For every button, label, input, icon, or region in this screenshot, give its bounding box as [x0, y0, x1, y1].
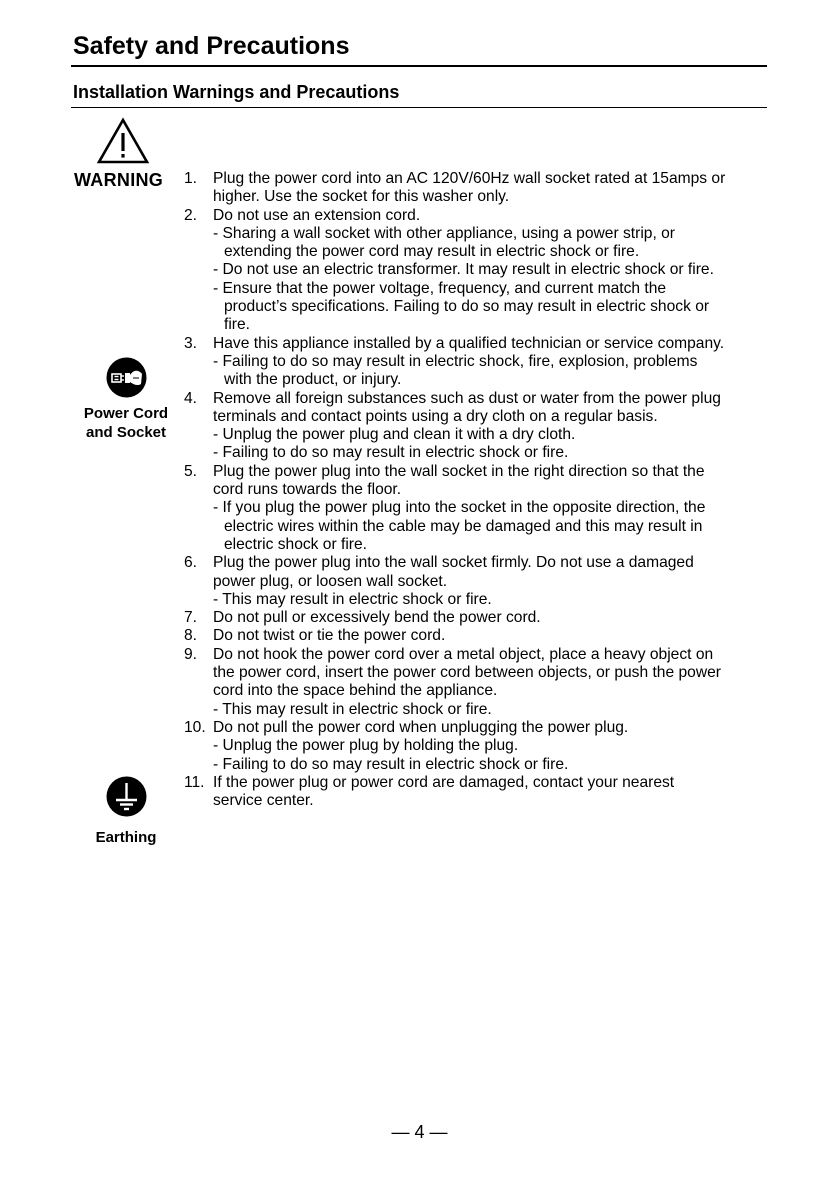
page-number: — 4 —	[391, 1122, 448, 1142]
sub-item-text: extending the power cord may result in electric shock or fire.	[224, 243, 640, 261]
item-number: 8.	[184, 627, 198, 645]
sub-item-text: - If you plug the power plug into the socket in the opposite direction, the	[213, 499, 706, 517]
section-title: Installation Warnings and Precautions	[73, 82, 400, 102]
item-number: 1.	[184, 170, 198, 187]
item-number: 11.	[184, 773, 205, 791]
list-item	[184, 335, 774, 390]
item-text: If the power plug or power cord are damaged, contact your nearest	[213, 773, 675, 791]
list-item	[184, 463, 774, 554]
sub-item-text: electric shock or fire.	[224, 535, 367, 553]
item-text: the power cord, insert the power cord between objects, or push the power	[213, 664, 721, 682]
item-text: power plug, or loosen wall socket.	[213, 572, 448, 590]
item-text: Plug the power plug into the wall socket in the right direction so that the	[213, 462, 705, 480]
list-item	[184, 719, 774, 774]
earthing-label: Earthing	[95, 829, 157, 846]
item-number: 5.	[184, 462, 198, 480]
warning-triangle-icon	[96, 117, 150, 165]
sub-item-text: - Failing to do so may result in electric shock, fire, explosion, problems	[213, 352, 698, 370]
item-number: 3.	[184, 334, 198, 352]
item-text: cord into the space behind the appliance.	[213, 682, 498, 700]
plug-disconnect-icon	[106, 357, 147, 398]
item-text: cord runs towards the floor.	[213, 481, 402, 499]
precautions-list	[184, 170, 774, 810]
sub-item-text: - Unplug the power plug by holding the plug.	[213, 737, 519, 755]
sub-item-text: - Failing to do so may result in electric shock or fire.	[213, 444, 569, 462]
list-item	[184, 646, 774, 719]
list-item	[184, 627, 774, 645]
list-item	[184, 390, 774, 463]
item-number: 6.	[184, 554, 198, 572]
item-text: Plug the power cord into an AC 120V/60Hz wall socket rated at 15amps or	[213, 170, 726, 187]
sub-item-text: product’s specifications. Failing to do so may result in electric shock or	[224, 298, 710, 316]
sub-item-text: - Unplug the power plug and clean it with a dry cloth.	[213, 426, 576, 444]
list-item	[184, 609, 774, 627]
page-title: Safety and Precautions	[73, 32, 350, 60]
item-number: 9.	[184, 645, 198, 663]
sub-item-text: fire.	[224, 316, 250, 334]
power-cord-label: Power Cord and Socket	[83, 405, 169, 441]
sub-item-text: - Failing to do so may result in electric shock or fire.	[213, 755, 569, 773]
item-text: Plug the power plug into the wall socket firmly. Do not use a damaged	[213, 554, 694, 572]
item-number: 7.	[184, 609, 198, 627]
item-number: 4.	[184, 389, 198, 407]
item-text: Do not use an extension cord.	[213, 206, 421, 224]
item-text: Do not pull the power cord when unplugging the power plug.	[213, 718, 629, 736]
sub-item-text: - This may result in electric shock or fire.	[213, 700, 492, 718]
ground-icon	[106, 776, 147, 817]
item-text: Do not hook the power cord over a metal object, place a heavy object on	[213, 645, 714, 663]
item-text: higher. Use the socket for this washer only.	[213, 188, 510, 206]
sub-item-text: - Do not use an electric transformer. It may result in electric shock or fire.	[213, 261, 714, 279]
title-divider	[71, 65, 767, 67]
sub-item-text: - This may result in electric shock or fire.	[213, 590, 492, 608]
list-item	[184, 207, 774, 335]
list-item	[184, 170, 774, 207]
list-item	[184, 554, 774, 609]
item-text: Do not pull or excessively bend the power cord.	[213, 609, 541, 627]
item-number: 2.	[184, 206, 198, 224]
sub-item-text: - Sharing a wall socket with other appliance, using a power strip, or	[213, 224, 675, 242]
sub-item-text: with the product, or injury.	[224, 371, 402, 389]
item-text: Do not twist or tie the power cord.	[213, 627, 446, 645]
item-number: 10.	[184, 718, 206, 736]
list-item	[184, 774, 774, 811]
item-text: Have this appliance installed by a qualified technician or service company.	[213, 334, 725, 352]
item-text: Remove all foreign substances such as dust or water from the power plug	[213, 389, 721, 407]
item-text: service center.	[213, 792, 314, 810]
item-text: terminals and contact points using a dry cloth on a regular basis.	[213, 407, 658, 425]
sub-item-text: electric wires within the cable may be damaged and this may result in	[224, 517, 703, 535]
warning-label: WARNING	[74, 170, 164, 190]
section-divider	[71, 107, 767, 108]
sub-item-text: - Ensure that the power voltage, frequency, and current match the	[213, 279, 667, 297]
